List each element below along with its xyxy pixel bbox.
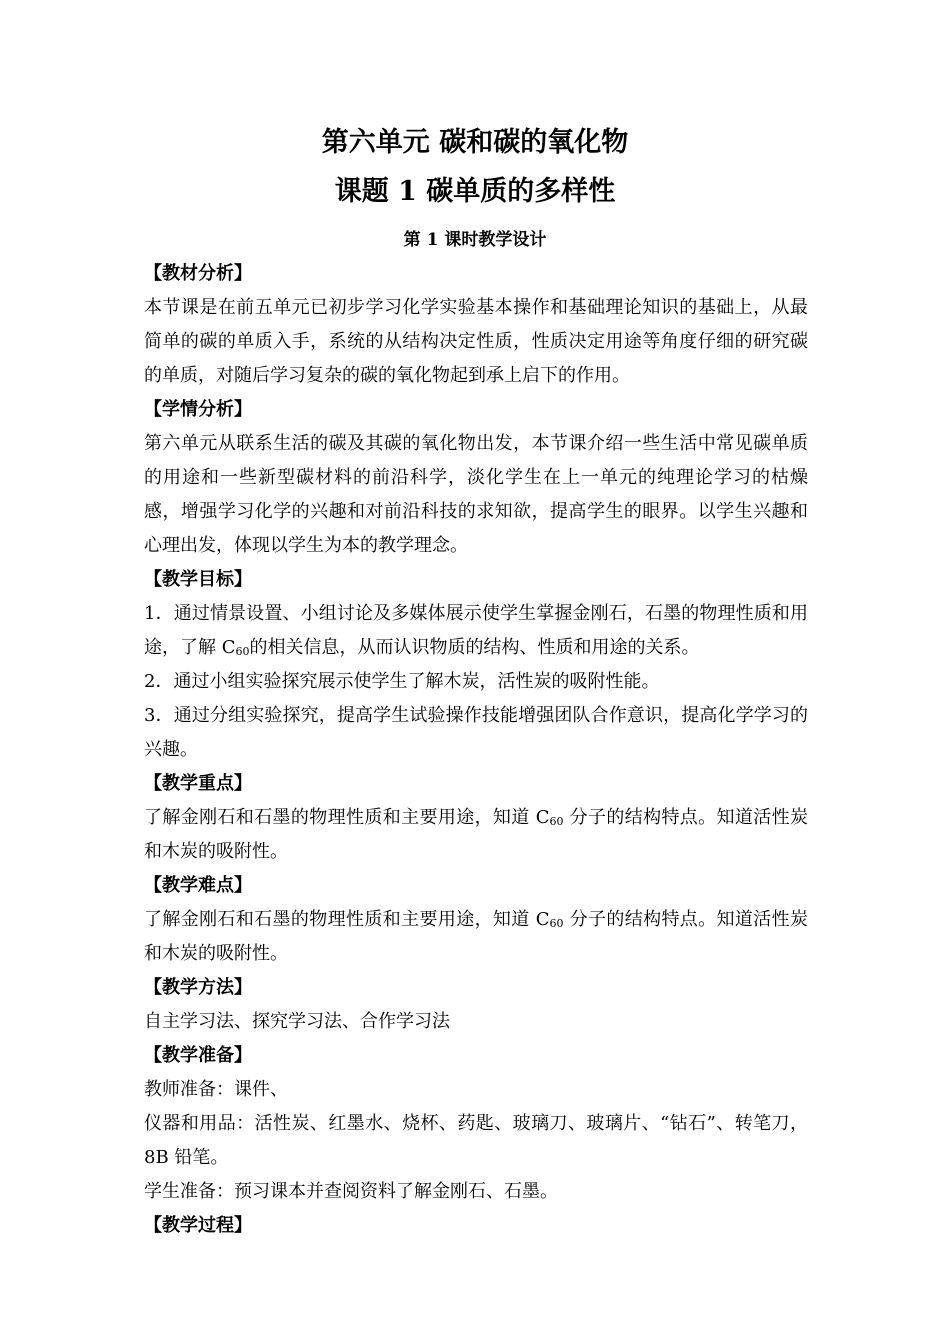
student-preparation-text: 学生准备：预习课本并查阅资料了解金刚石、石墨。 xyxy=(144,1181,558,1202)
key-points-text xyxy=(144,801,808,869)
c60-subscript: 60 xyxy=(549,917,564,930)
section-heading-process: 【教学过程】 xyxy=(144,1215,252,1236)
section-heading-students: 【学情分析】 xyxy=(144,399,252,420)
objective-item-2: 2．通过小组实验探究展示使学生了解木炭，活性炭的吸附性能。 xyxy=(144,671,660,692)
difficulties-text-b: 分子的结构特点。知道活性炭和木炭的吸附性。 xyxy=(144,909,808,964)
section-heading-preparation: 【教学准备】 xyxy=(144,1045,252,1066)
c60-subscript: 60 xyxy=(235,645,250,658)
methods-text: 自主学习法、探究学习法、合作学习法 xyxy=(144,1011,450,1032)
teacher-preparation-text: 教师准备：课件、 xyxy=(144,1079,288,1100)
key-points-text-b: 分子的结构特点。知道活性炭和木炭的吸附性。 xyxy=(144,807,808,862)
key-points-text-a: 了解金刚石和石墨的物理性质和主要用途，知道 C xyxy=(144,807,550,828)
objective-item-1 xyxy=(144,597,808,665)
lesson-title: 课题 1 碳单质的多样性 xyxy=(334,176,616,207)
textbook-analysis-text: 本节课是在前五单元已初步学习化学实验基本操作和基础理论知识的基础上，从最简单的碳的单质入手，系统的从结构决定性质，性质决定用途等角度仔细的研究碳的单质，对随后学习复杂的碳的氧化物起到承上启下的作用。 xyxy=(144,297,808,386)
equipment-text: 仪器和用品：活性炭、红墨水、烧杯、药匙、玻璃刀、玻璃片、“钻石”、转笔刀，8B 铅笔。 xyxy=(144,1113,808,1168)
section-heading-methods: 【教学方法】 xyxy=(144,977,252,998)
document-body xyxy=(144,257,808,1243)
c60-subscript: 60 xyxy=(549,815,564,828)
difficulties-text-a: 了解金刚石和石墨的物理性质和主要用途，知道 C xyxy=(144,909,550,930)
difficulties-text xyxy=(144,903,808,971)
section-heading-textbook: 【教材分析】 xyxy=(144,263,252,284)
unit-title: 第六单元 碳和碳的氧化物 xyxy=(321,127,629,158)
section-heading-objectives: 【教学目标】 xyxy=(144,569,252,590)
objective-item-3: 3．通过分组实验探究，提高学生试验操作技能增强团队合作意识，提高化学学习的兴趣。 xyxy=(144,705,808,760)
objective-1-text-a: 1．通过情景设置、小组讨论及多媒体展示使学生掌握金刚石，石墨的物理性质和用途，了解 C xyxy=(144,603,808,658)
period-title: 第 1 课时教学设计 xyxy=(403,230,547,250)
section-heading-key-points: 【教学重点】 xyxy=(144,773,252,794)
section-heading-difficulties: 【教学难点】 xyxy=(144,875,252,896)
objective-1-text-b: 的相关信息，从而认识物质的结构、性质和用途的关系。 xyxy=(249,637,700,658)
student-analysis-text: 第六单元从联系生活的碳及其碳的氧化物出发，本节课介绍一些生活中常见碳单质的用途和一些新型碳材料的前沿科学，淡化学生在上一单元的纯理论学习的枯燥感，增强学习化学的兴趣和对前沿科技的求知欲，提高学生的眼界。以学生兴趣和心理出发，体现以学生为本的教学理念。 xyxy=(144,433,808,556)
